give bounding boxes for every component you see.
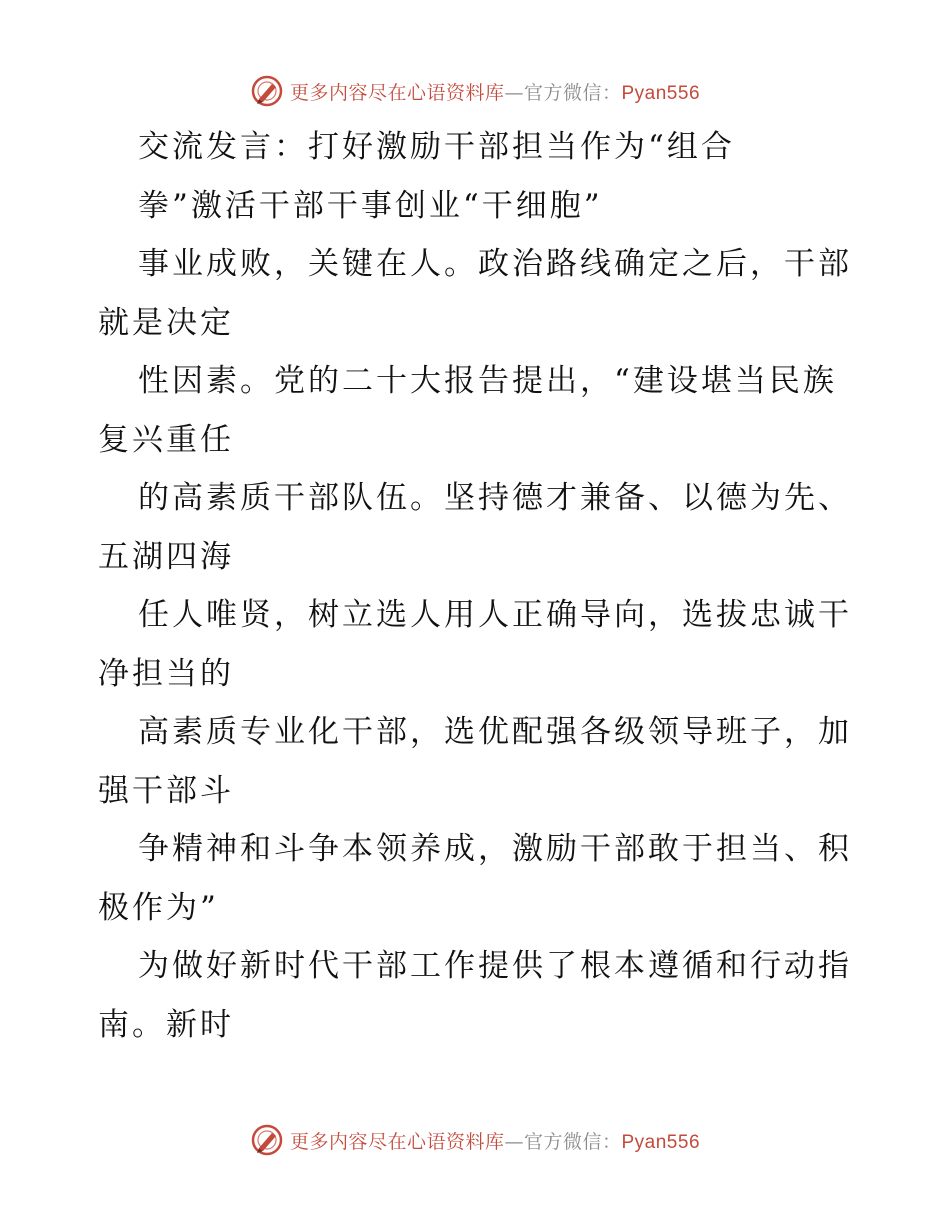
pen-nib-logo-icon [250, 74, 284, 108]
paragraph-line: 性因素。党的二十大报告提出，“建设堪当民族 [138, 363, 837, 399]
paragraph-line: 净担当的 [98, 655, 234, 692]
header-banner-handle: Pyan556 [621, 82, 701, 104]
footer-banner [0, 1120, 950, 1160]
header-banner [0, 71, 950, 111]
paragraph-line: 争精神和斗争本领养成，激励干部敢于担当、积 [138, 831, 852, 867]
paragraph-line: 事业成败，关键在人。政治路线确定之后，干部 [138, 246, 852, 282]
footer-banner-text [290, 1127, 700, 1154]
header-banner-contact-label: 官方微信： [523, 81, 622, 104]
paragraph-line: 五湖四海 [98, 538, 234, 575]
document-body [98, 118, 858, 1054]
header-banner-dash: — [504, 81, 524, 104]
pen-nib-logo-icon [250, 1123, 284, 1157]
paragraph-line: 高素质专业化干部，选优配强各级领导班子，加 [138, 714, 852, 750]
footer-banner-contact-label: 官方微信： [523, 1130, 622, 1153]
paragraph-line: 复兴重任 [98, 421, 234, 458]
footer-banner-handle: Pyan556 [621, 1131, 701, 1153]
header-banner-title: 更多内容尽在心语资料库 [289, 81, 505, 104]
footer-banner-title: 更多内容尽在心语资料库 [289, 1130, 505, 1153]
title-line-2: 拳”激活干部干事创业“干细胞” [138, 187, 603, 224]
paragraph-line: 的高素质干部队伍。坚持德才兼备、以德为先、 [138, 480, 852, 516]
header-banner-text [290, 78, 700, 105]
footer-banner-dash: — [504, 1130, 524, 1153]
paragraph-line: 极作为” [98, 889, 219, 926]
paragraph-line: 强干部斗 [98, 772, 234, 809]
paragraph-line: 为做好新时代干部工作提供了根本遵循和行动指 [138, 948, 852, 984]
title-line-1: 交流发言：打好激励干部担当作为“组合 [138, 129, 735, 165]
paragraph-line: 南。新时 [98, 1006, 234, 1043]
paragraph-line: 就是决定 [98, 304, 234, 341]
paragraph-line: 任人唯贤，树立选人用人正确导向，选拔忠诚干 [138, 597, 852, 633]
